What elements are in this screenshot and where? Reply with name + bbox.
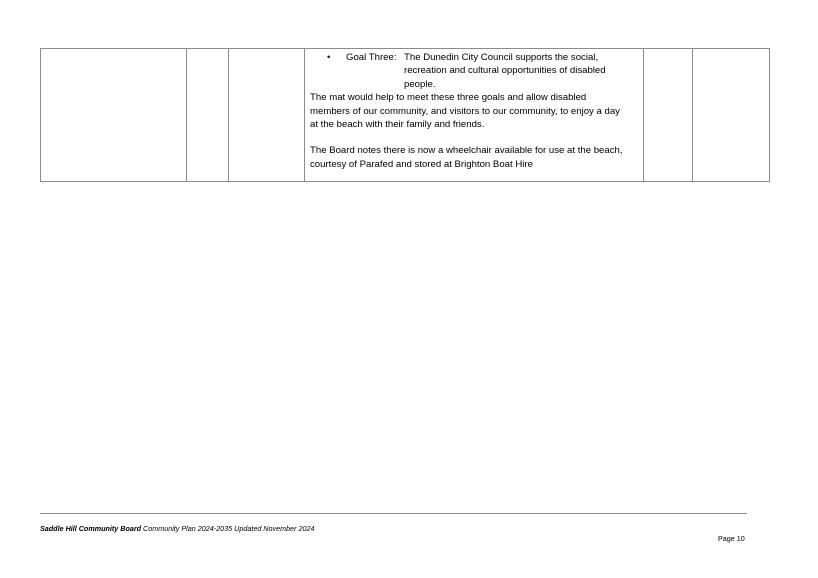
description-content [305,49,643,171]
plan-table [40,48,770,182]
table-cell-empty-4 [644,49,693,182]
footer-plan-text: Community Plan 2024-2035 Updated November 2024 [141,524,315,533]
goal-bullet-item [310,51,639,91]
table-cell-description [305,49,644,182]
paragraph-mat [310,91,639,131]
table-cell-empty-2 [187,49,229,182]
table-cell-empty-1 [41,49,187,182]
footer-document-title [40,524,314,533]
bullet-icon: • [327,52,331,63]
paragraph-line: courtesy of Parafed and stored at Brighton Boat Hire [310,158,533,170]
table-row [41,49,770,182]
paragraph-line: The mat would help to meet these three goals and allow disabled [310,92,587,104]
paragraph-line: members of our community, and visitors to our community, to enjoy a day [310,105,620,117]
table-cell-empty-5 [693,49,770,182]
paragraph-line: at the beach with their family and friends. [310,119,485,131]
table-cell-empty-3 [229,49,305,182]
goal-text: The Dunedin City Council supports the social, recreation and cultural opportunities of disabled people. [404,52,606,90]
paragraph-spacer [310,131,639,144]
goal-label: Goal Three: [346,52,397,63]
page-number: Page 10 [718,534,745,543]
footer-divider [40,513,747,514]
paragraph-wheelchair [310,144,639,171]
paragraph-line: The Board notes there is now a wheelchair available for use at the beach, [310,145,623,157]
footer-board-name: Saddle Hill Community Board [40,524,142,533]
